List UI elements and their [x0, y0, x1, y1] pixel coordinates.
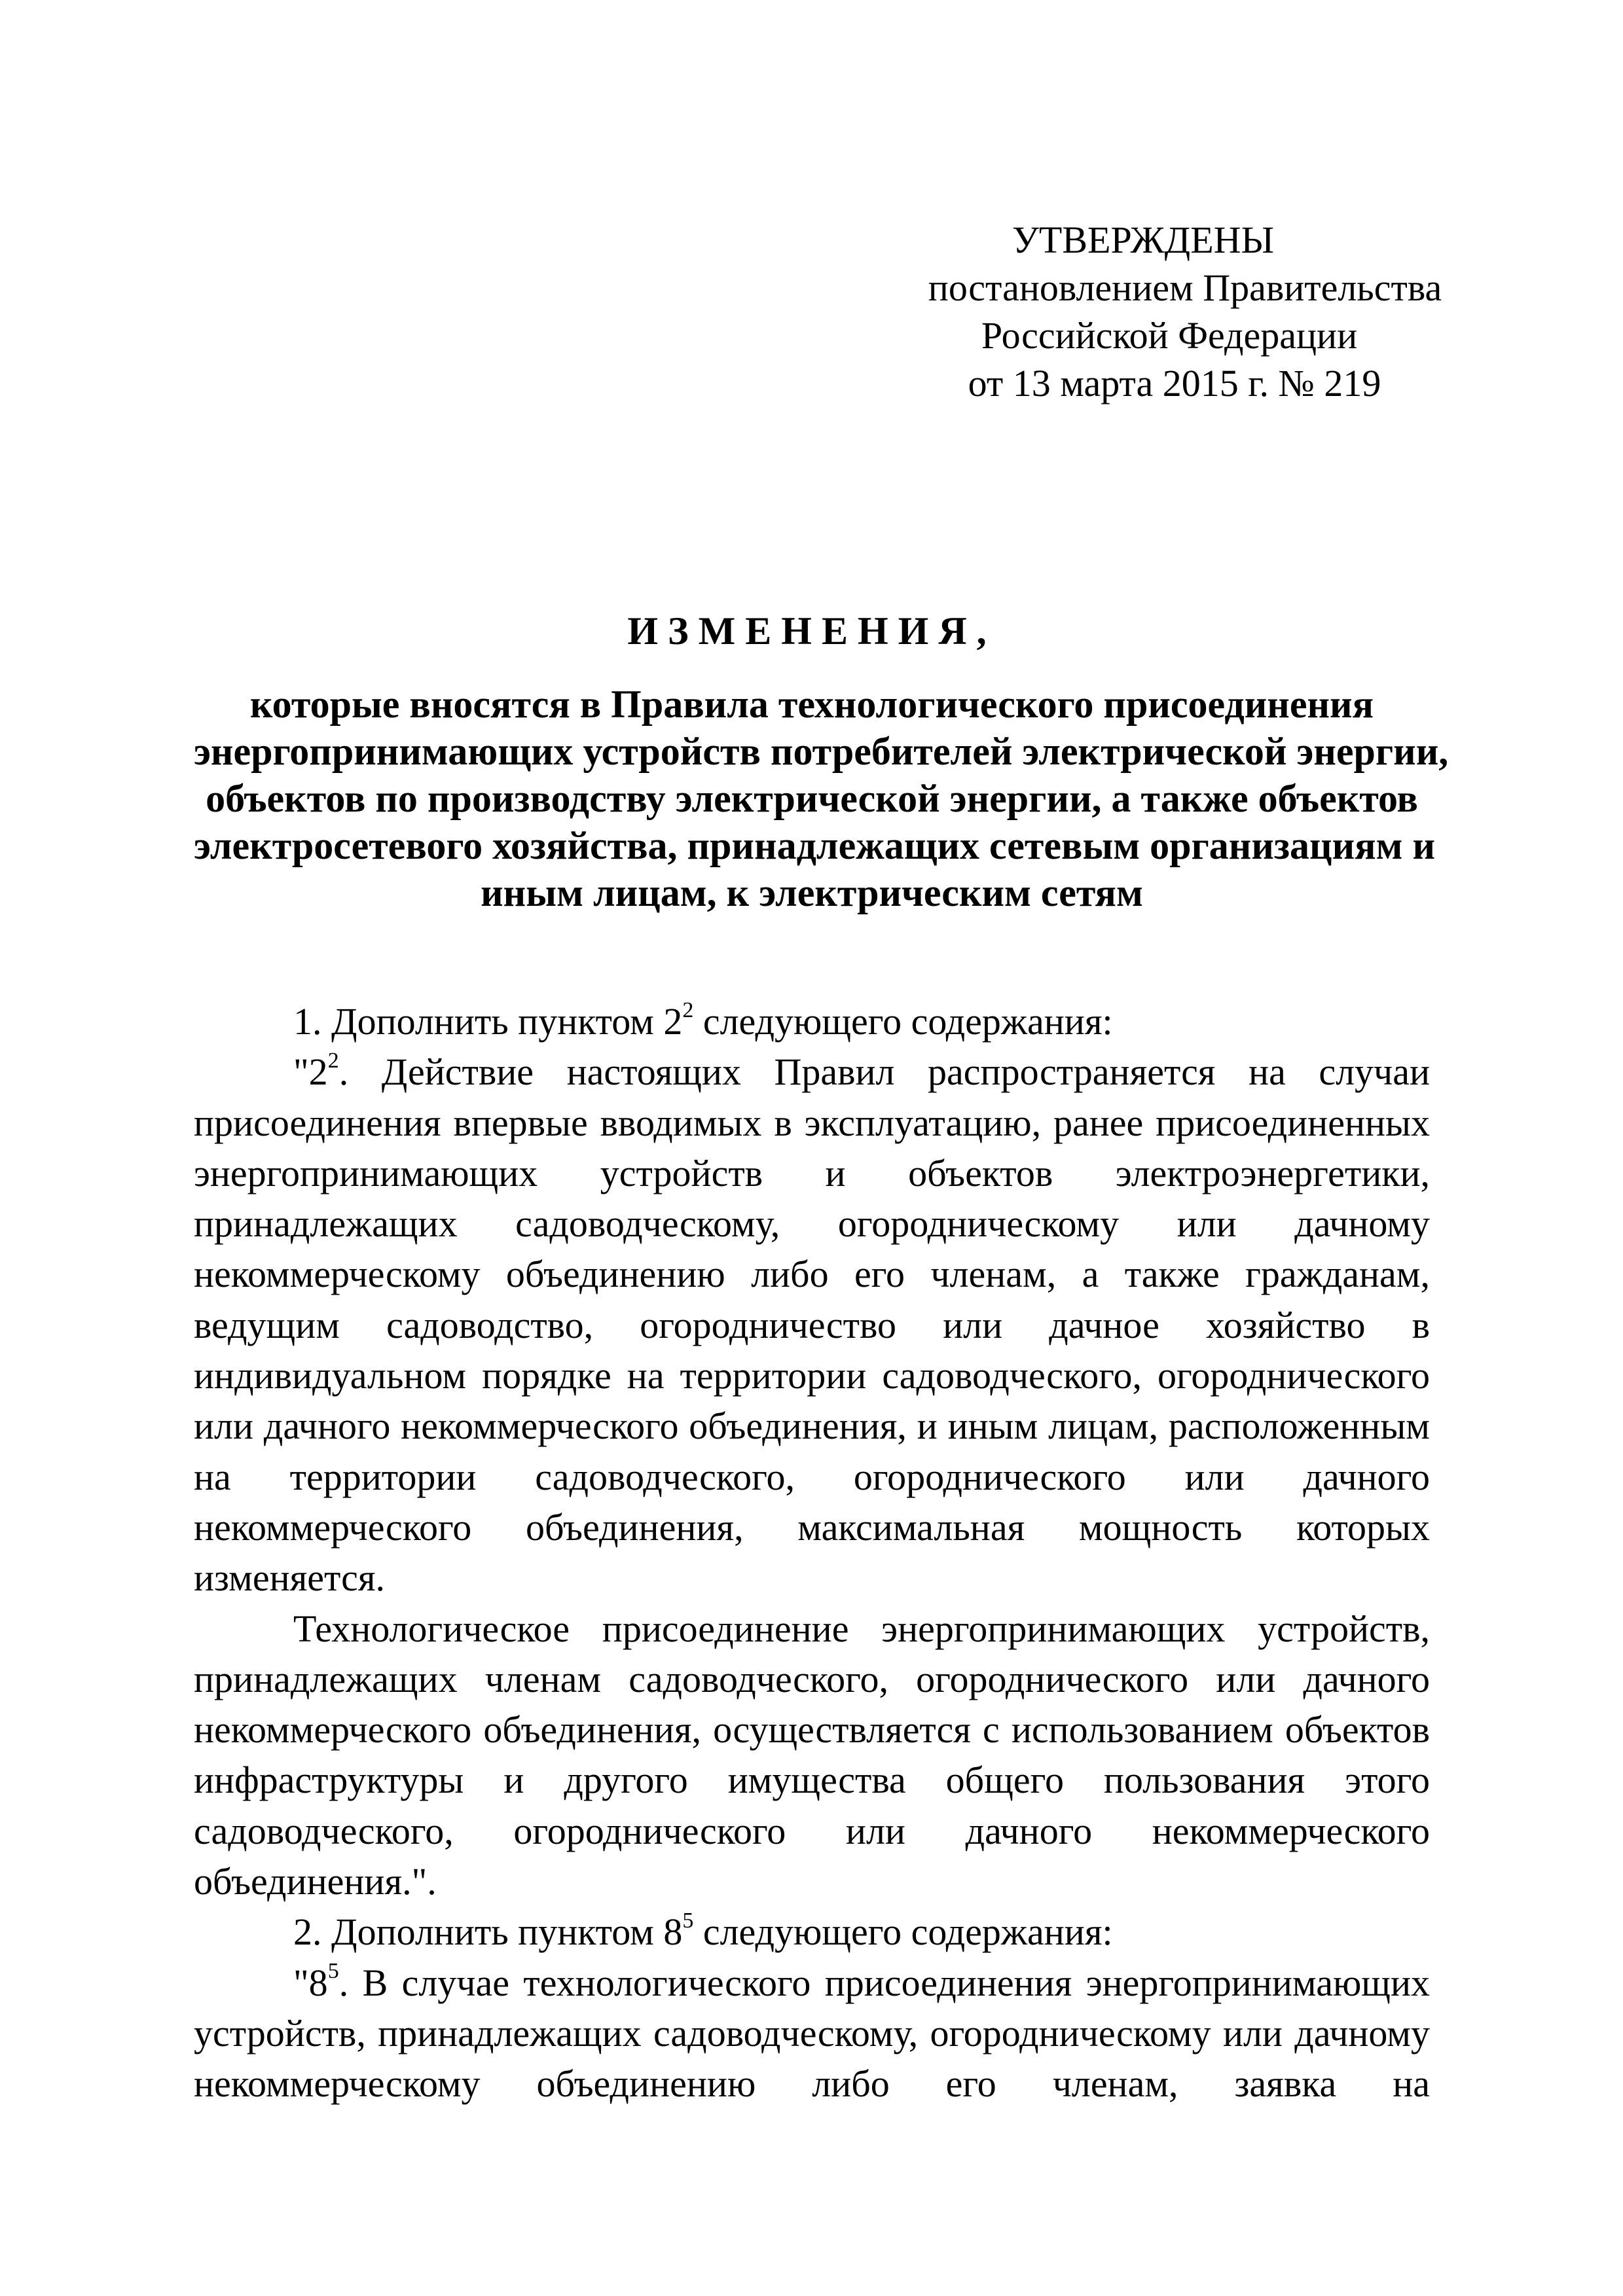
paragraph-text: 1. Дополнить пунктом 2 [293, 1000, 683, 1043]
paragraph-text: "8 [293, 1961, 328, 2004]
title-subline: объектов по производству электрической энергии, а также объектов [206, 777, 1418, 820]
paragraph-text: 2. Дополнить пунктом 8 [293, 1910, 683, 1954]
paragraph-connection: Технологическое присоединение энергопринимающих устройств, принадлежащих членам садоводческого, огороднического или дачного некоммерческого объединения, осуществляется с использованием объектов инфраструктуры и другого имущества общего пользования этого садоводческого, огороднического или дачного некоммерческого объединения.". [194, 1607, 1430, 1903]
superscript: 5 [682, 1909, 694, 1933]
title-subline: энергопринимающих устройств потребителей электрической энергии, [194, 730, 1449, 773]
paragraph-text: . В случае технологического присоединения энергопринимающих устройств, принадлежащих садоводческому, огородническому или дачному некоммерческому объединению либо его членам, заявка на [194, 1961, 1430, 2106]
title-subline: электросетевого хозяйства, принадлежащих сетевым организациям и [194, 824, 1436, 867]
approval-line-resolution: постановлением Правительства [928, 266, 1442, 309]
superscript: 5 [327, 1959, 339, 1984]
paragraph-item-2 [194, 1907, 1430, 1957]
title-subline: которые вносятся в Правила технологического присоединения [249, 683, 1374, 726]
paragraph-item-1 [194, 996, 1430, 1047]
paragraph-point-2-2 [194, 1047, 1430, 1603]
superscript: 2 [682, 997, 694, 1022]
superscript: 2 [327, 1048, 339, 1073]
paragraph-text: следующего содержания: [693, 1000, 1113, 1043]
approval-heading: УТВЕРЖДЕНЫ [1012, 219, 1275, 261]
paragraph-text: следующего содержания: [693, 1910, 1113, 1954]
paragraph-text: "2 [293, 1050, 328, 1094]
paragraph-point-8-5 [194, 1958, 1430, 2109]
document-body [194, 996, 1430, 2109]
approval-stamp [851, 216, 1440, 407]
title-heading: ИЗМЕНЕНИЯ, [627, 609, 996, 653]
paragraph-text: . Действие настоящих Правил распространяется на случаи присоединения впервые вводимых в эксплуатацию, ранее присоединенных энергопринимающих устройств и объектов электроэнергетики, принадлежащих садоводческому, огородническому или дачному некоммерческому объединению либо его членам, а также гражданам, ведущим садоводство, огородничество или дачное хозяйство в индивидуальном порядке на территории садоводческого, огороднического или дачного некоммерческого объединения, и иным лицам, расположенным на территории садоводческого, огороднического или дачного некоммерческого объединения, максимальная мощность которых изменяется. [194, 1050, 1430, 1600]
document-title [194, 607, 1449, 916]
approval-line-federation: Российской Федерации [981, 314, 1358, 357]
title-subline: иным лицам, к электрическим сетям [481, 871, 1143, 914]
approval-line-date-number: от 13 марта 2015 г. № 219 [968, 362, 1381, 404]
